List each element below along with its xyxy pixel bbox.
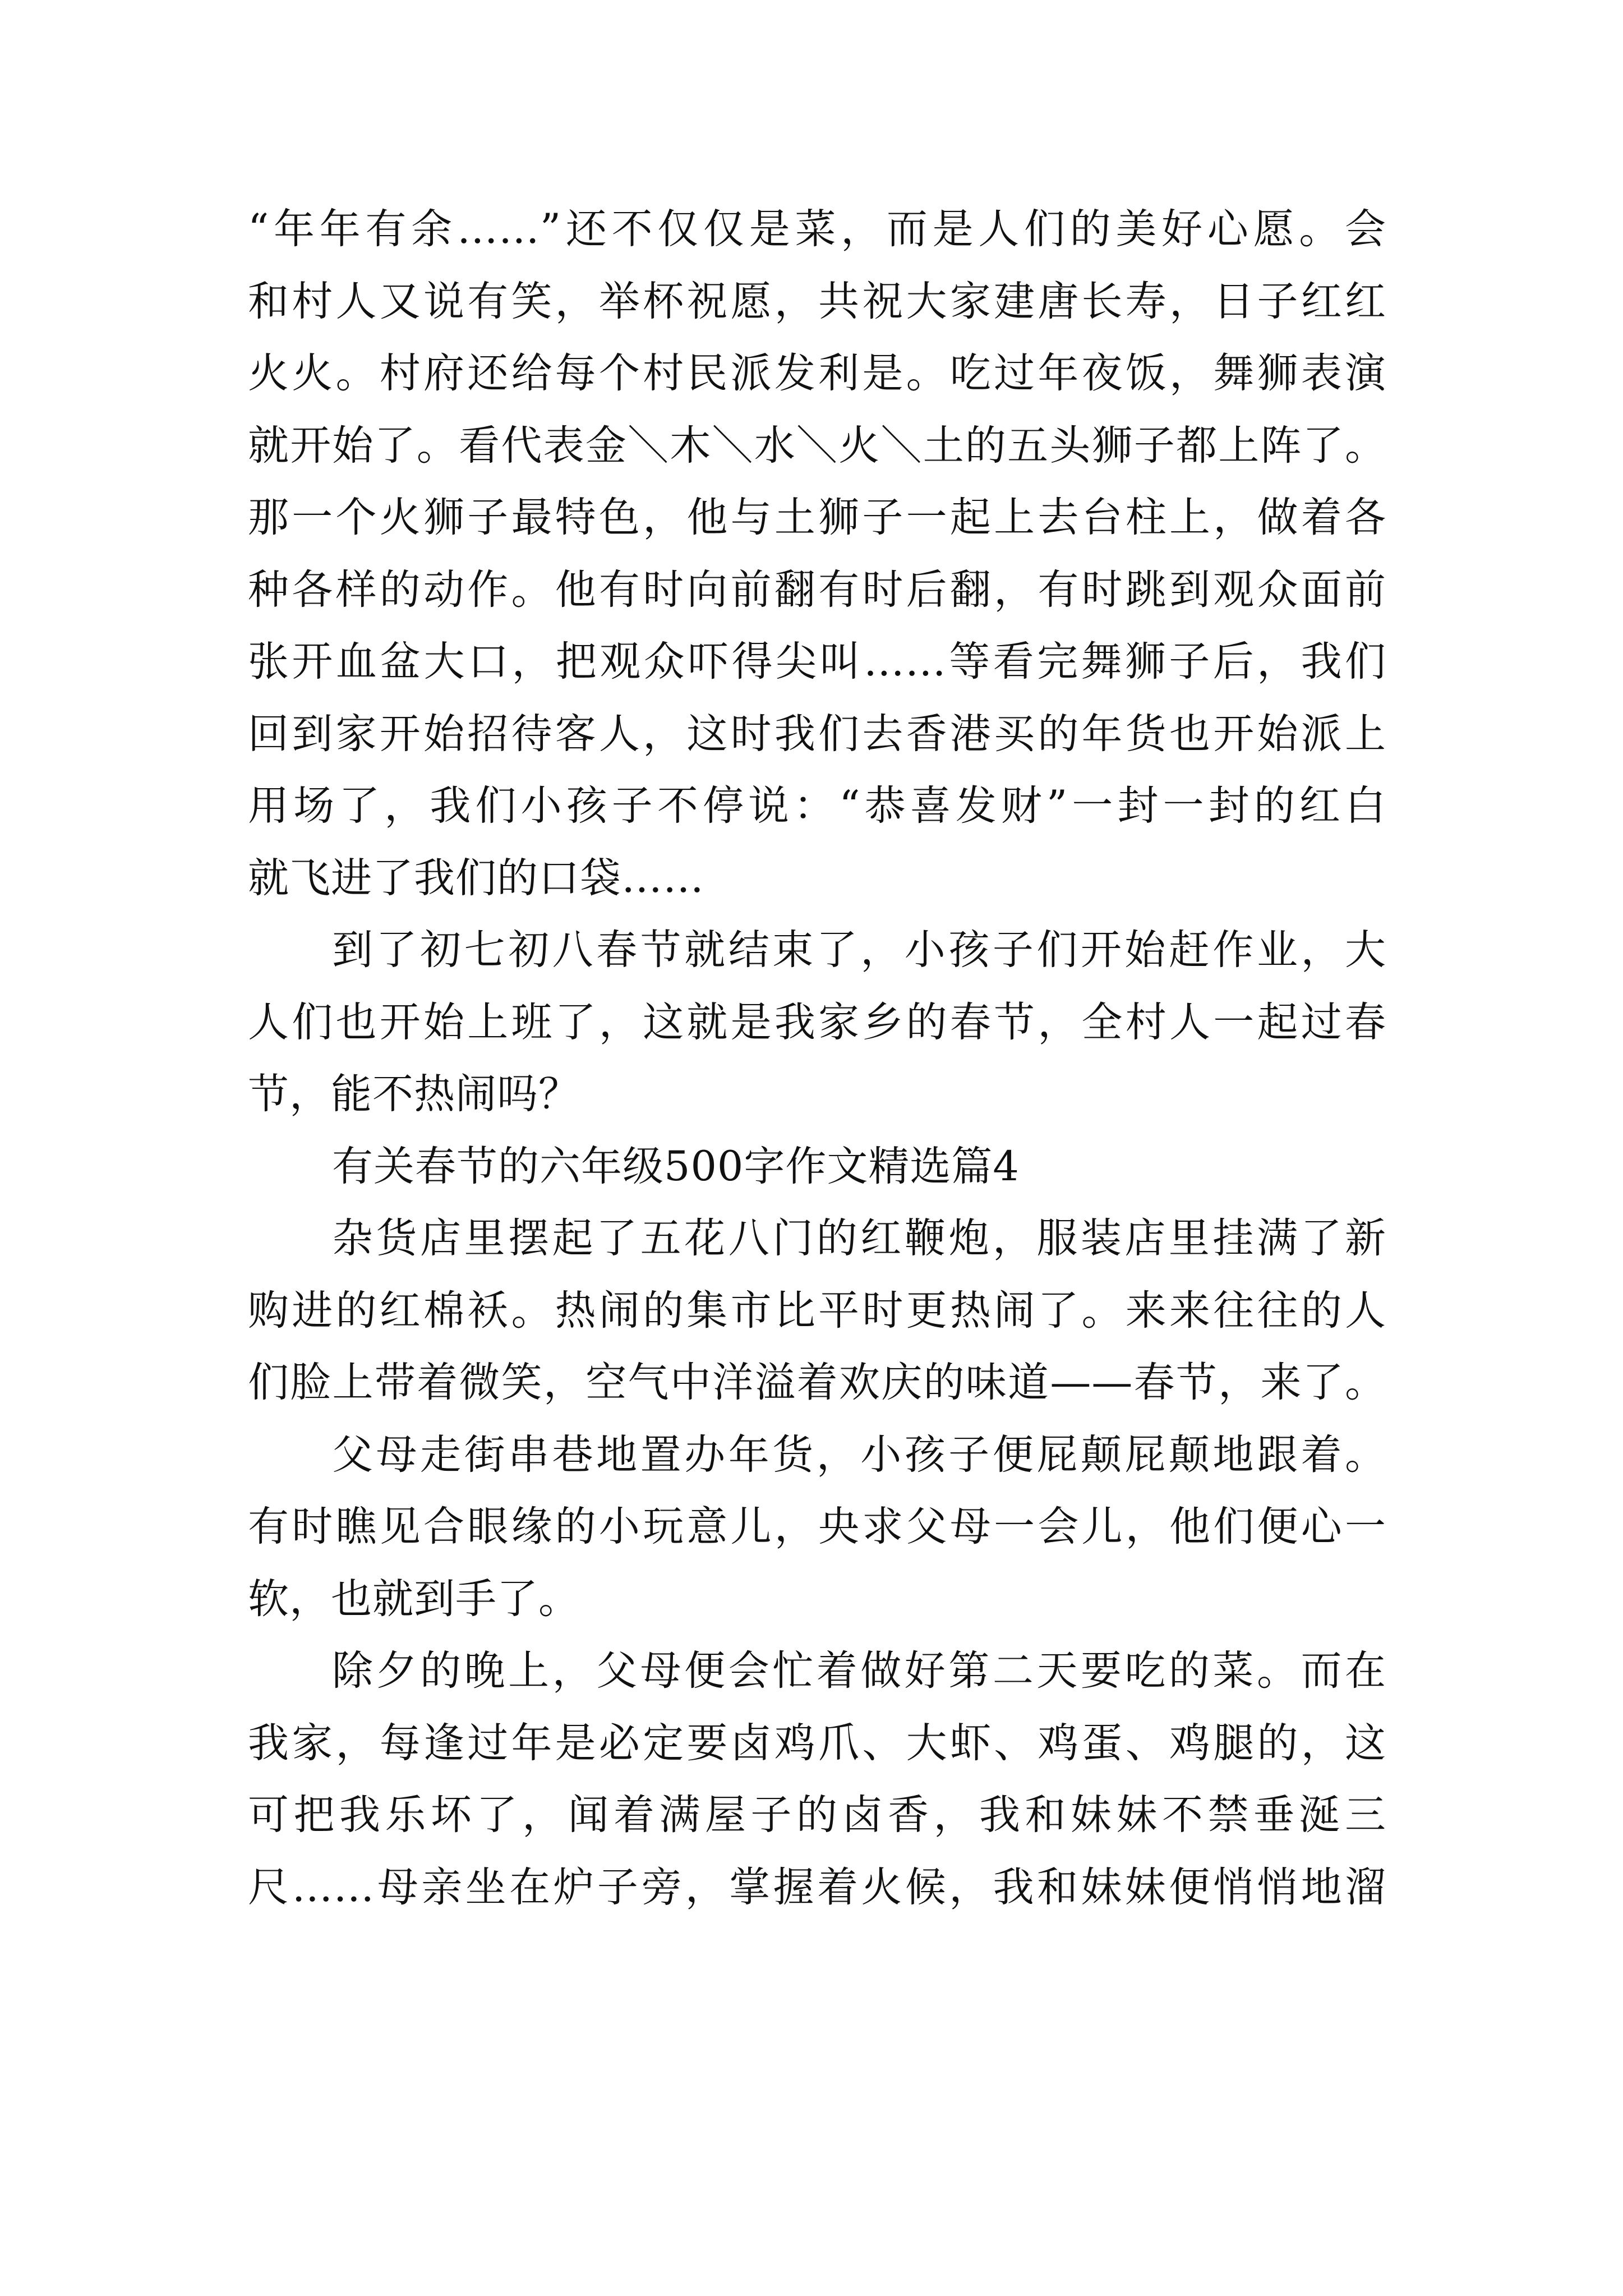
- text-line: 购进的红棉袄。热闹的集市比平时更热闹了。来来往往的人: [248, 1286, 1386, 1335]
- text-line: 和村人又说有笑，举杯祝愿，共祝大家建唐长寿，日子红红: [248, 277, 1386, 325]
- text-line: 人们也开始上班了，这就是我家乡的春节，全村人一起过春: [248, 998, 1386, 1046]
- text-line: 到了初七初八春节就结束了，小孩子们开始赶作业，大: [332, 926, 1386, 974]
- text-line: 就开始了。看代表金＼木＼水＼火＼土的五头狮子都上阵了。: [248, 421, 1386, 470]
- text-line: 张开血盆大口，把观众吓得尖叫……等看完舞狮子后，我们: [248, 638, 1386, 685]
- text-line: 有关春节的六年级500字作文精选篇4: [332, 1142, 1020, 1190]
- text-line: 可把我乐坏了，闻着满屋子的卤香，我和妹妹不禁垂涎三: [248, 1791, 1386, 1839]
- text-line: 用场了，我们小孩子不停说：“恭喜发财”一封一封的红白: [248, 782, 1386, 830]
- text-line: 我家，每逢过年是必定要卤鸡爪、大虾、鸡蛋、鸡腿的，这: [248, 1719, 1386, 1767]
- text-line: 尺……母亲坐在炉子旁，掌握着火候，我和妹妹便悄悄地溜: [248, 1863, 1386, 1911]
- text-line: 软，也就到手了。: [248, 1575, 580, 1623]
- text-line: 父母走街串巷地置办年货，小孩子便屁颠屁颠地跟着。: [332, 1430, 1386, 1479]
- text-line: 种各样的动作。他有时向前翻有时后翻，有时跳到观众面前: [248, 565, 1386, 614]
- document-body: [248, 194, 1386, 1924]
- text-line: 回到家开始招待客人，这时我们去香港买的年货也开始派上: [248, 710, 1386, 758]
- text-line: 那一个火狮子最特色，他与土狮子一起上去台柱上，做着各: [248, 494, 1386, 541]
- text-line: 们脸上带着微笑，空气中洋溢着欢庆的味道——春节，来了。: [248, 1359, 1386, 1406]
- text-line: 有时瞧见合眼缘的小玩意儿，央求父母一会儿，他们便心一: [248, 1503, 1386, 1550]
- text-line: 杂货店里摆起了五花八门的红鞭炮，服装店里挂满了新: [332, 1214, 1386, 1262]
- text-line: 就飞进了我们的口袋……: [248, 854, 704, 902]
- text-line: 火火。村府还给每个村民派发利是。吃过年夜饭，舞狮表演: [248, 349, 1386, 397]
- text-line: 节，能不热闹吗？: [248, 1070, 580, 1118]
- text-line: “年年有余……”还不仅仅是菜，而是人们的美好心愿。会: [248, 205, 1386, 253]
- text-line: 除夕的晚上，父母便会忙着做好第二天要吃的菜。而在: [332, 1647, 1386, 1695]
